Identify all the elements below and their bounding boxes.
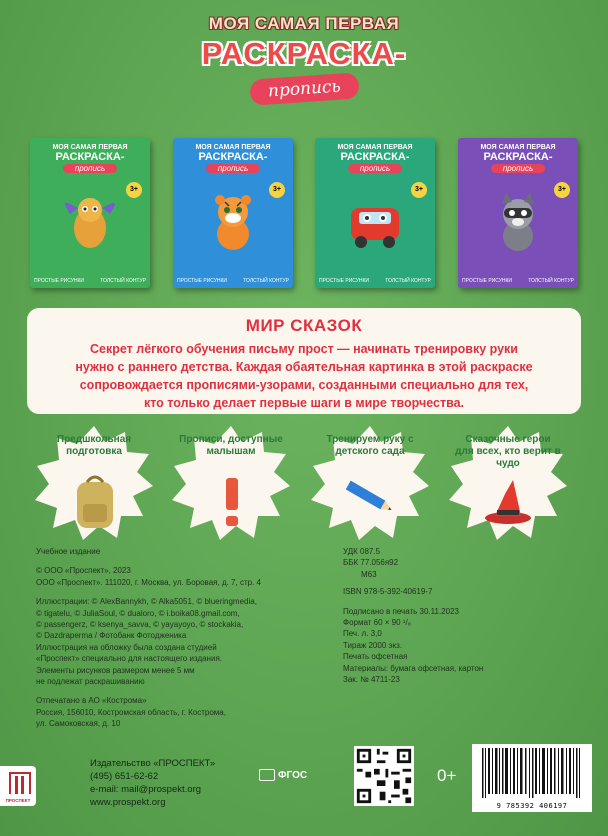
- title-line-3: пропись: [249, 72, 359, 106]
- cover-title-big: РАСКРАСКА-: [198, 151, 268, 163]
- exclamation-icon: [210, 472, 254, 530]
- description-panel: [27, 308, 581, 414]
- publisher-site: www.prospekt.org: [90, 797, 166, 808]
- cover-footnote: ПРОСТЫЕ РИСУНКИ: [462, 278, 513, 284]
- imprint-line: Отпечатано в АО «Кострома»: [36, 696, 147, 706]
- cover-title-big: РАСКРАСКА-: [55, 151, 125, 163]
- isbn-barcode: [472, 744, 592, 812]
- imprint-line: ООО «Проспект». 111020, г. Москва, ул. Боровая, д. 7, стр. 4: [36, 577, 261, 587]
- age-badge: 3+: [411, 182, 427, 198]
- panel-line: нужно с раннего детства. Каждая обаятельная картинка в этой раскраске: [75, 360, 533, 374]
- cover-title-small: МОЯ САМАЯ ПЕРВАЯ: [480, 144, 556, 151]
- cover-tiger: [173, 138, 293, 288]
- feature-label: Сказочные герои для всех, кто верит в чудо: [455, 434, 561, 469]
- cover-footnote: ТОЛСТЫЙ КОНТУР: [528, 278, 574, 284]
- cover-title-small: МОЯ САМАЯ ПЕРВАЯ: [195, 144, 271, 151]
- cover-footnote: ТОЛСТЫЙ КОНТУР: [385, 278, 431, 284]
- age-badge: 3+: [269, 182, 285, 198]
- feature-training: [309, 424, 431, 542]
- imprint-line: © passengerz, © ksenya_savva, © yayayoyo, © stockakia,: [36, 620, 244, 630]
- panel-heading: МИР СКАЗОК: [245, 316, 363, 335]
- cover-title-big: РАСКРАСКА-: [483, 151, 553, 163]
- imprint-right: [343, 546, 483, 685]
- cover-title-pill: пропись: [348, 164, 402, 173]
- imprint-line: © ООО «Проспект», 2023: [36, 566, 131, 576]
- prospekt-logo: [0, 766, 36, 806]
- panel-line: сопровождается прописями-узорами, созданными специально для тех,: [79, 378, 529, 392]
- backpack-icon: [73, 472, 117, 530]
- cover-footnote: ТОЛСТЫЙ КОНТУР: [100, 278, 146, 284]
- feature-easy: [170, 424, 292, 542]
- udk-code: УДК 087.5: [343, 547, 381, 556]
- witch-hat-icon: [483, 476, 533, 526]
- author-code: М63: [361, 569, 377, 579]
- imprint-line: © tigatelu, © JuliaSoul, © dualoro, © i.boika08.gmail.com,: [36, 608, 240, 618]
- print-line: Печ. л. 3,0: [343, 629, 382, 639]
- header-title: [0, 14, 608, 102]
- imprint-line: Россия, 156010, Костромская область, г. Кострома,: [36, 707, 226, 717]
- publisher-email: e-mail: mail@prospekt.org: [90, 784, 202, 795]
- isbn: ISBN 978-5-392-40619-7: [343, 587, 433, 597]
- imprint-line: «Проспект» специально для настоящего издания.: [36, 654, 222, 664]
- cover-footnote: ПРОСТЫЕ РИСУНКИ: [319, 278, 370, 284]
- cover-footnote: ТОЛСТЫЙ КОНТУР: [243, 278, 289, 284]
- print-line: Формат 60 × 90 ¹/₈: [343, 618, 411, 628]
- cover-title-big: РАСКРАСКА-: [340, 151, 410, 163]
- imprint-left: [36, 546, 261, 730]
- book-covers: [30, 138, 580, 288]
- title-line-2: РАСКРАСКА-: [201, 36, 407, 71]
- cover-footnote: ПРОСТЫЕ РИСУНКИ: [177, 278, 228, 284]
- cover-title-pill: пропись: [206, 164, 260, 173]
- feature-label: Прописи, доступные малышам: [179, 434, 283, 457]
- title-line-1: МОЯ САМАЯ ПЕРВАЯ: [208, 14, 400, 33]
- imprint-line: Учебное издание: [36, 547, 101, 556]
- panel-line: Секрет лёгкого обучения письму прост — начинать тренировку руки: [90, 342, 518, 356]
- fgos-mark: [259, 769, 307, 781]
- barcode-bars: [472, 744, 592, 800]
- qr-code: [354, 746, 414, 806]
- imprint-line: не подлежат раскрашиванию: [36, 677, 145, 687]
- age-rating: 0+: [437, 766, 457, 785]
- feature-label: Тренируем руку с детского сада: [326, 434, 414, 457]
- age-badge: 3+: [126, 182, 142, 198]
- print-line: Тираж 2000 экз.: [343, 640, 403, 650]
- bbk-code: ББК 77.056я92: [343, 558, 399, 568]
- publisher-name: Издательство «ПРОСПЕКТ»: [90, 758, 216, 769]
- dragon-icon: [60, 190, 120, 254]
- fire-truck-icon: [345, 190, 405, 254]
- barcode-number: 9 785392 406197: [496, 802, 568, 810]
- imprint-line: Элементы рисунков размером менее 5 мм: [36, 665, 195, 675]
- cover-raccoon: [458, 138, 578, 288]
- age-badge: 3+: [554, 182, 570, 198]
- print-line: Подписано в печать 30.11.2023: [343, 606, 459, 616]
- cover-footnote: ПРОСТЫЕ РИСУНКИ: [34, 278, 85, 284]
- imprint-line: ул. Самоковская, д. 10: [36, 719, 121, 729]
- print-line: Печать офсетная: [343, 652, 408, 662]
- panel-line: кто только делает первые шаги в мире творчества.: [143, 396, 465, 410]
- imprint-line: © Dazdraperma / Фотобанк Фотодженика: [36, 631, 187, 641]
- imprint-line: Иллюстрация на обложку была создана студией: [36, 642, 217, 652]
- tiger-icon: [203, 190, 263, 254]
- panel-text: [49, 340, 559, 412]
- book-icon: [259, 769, 275, 781]
- publisher-phone: (495) 651-62-62: [90, 771, 159, 782]
- cover-title-small: МОЯ САМАЯ ПЕРВАЯ: [337, 144, 413, 151]
- feature-fairy: [447, 424, 569, 542]
- feature-label: Предшкольная подготовка: [56, 434, 132, 457]
- cover-title-pill: пропись: [63, 164, 117, 173]
- logo-mark-icon: [9, 772, 31, 794]
- cover-title-pill: пропись: [491, 164, 545, 173]
- print-line: Зак. № 4711-23: [343, 675, 400, 685]
- cover-fire-truck: [315, 138, 435, 288]
- fgos-label: ФГОС: [278, 769, 308, 781]
- logo-text: ПРОСПЕКТ: [5, 798, 31, 803]
- feature-preschool: [33, 424, 155, 542]
- pencil-icon: [341, 472, 397, 522]
- cover-title-small: МОЯ САМАЯ ПЕРВАЯ: [52, 144, 128, 151]
- publisher-contacts: [90, 757, 215, 809]
- print-line: Материалы: бумага офсетная, картон: [343, 663, 484, 673]
- imprint-line: Иллюстрации: © AlexBannykh, © Alka5051, © blueringmedia,: [36, 597, 257, 607]
- cover-dragon: [30, 138, 150, 288]
- raccoon-icon: [488, 190, 548, 254]
